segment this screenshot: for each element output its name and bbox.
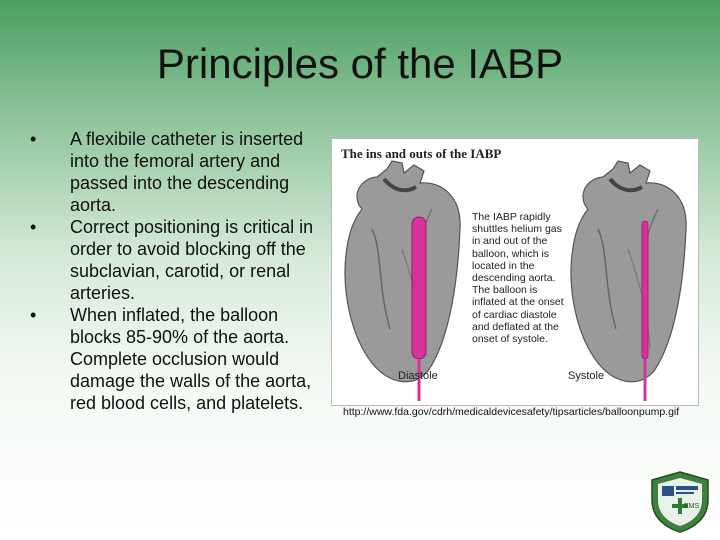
source-url: http://www.fda.gov/cdrh/medicaldevicesafety/tipsarticles/balloonpump.gif [343, 406, 680, 418]
figure-label-diastole: Diastole [398, 370, 438, 382]
logo-text: EMS [684, 503, 700, 510]
bullet-item [26, 216, 316, 304]
heart-left-icon [345, 161, 460, 382]
bullet-item [26, 304, 316, 414]
bullet-text: A flexibile catheter is inserted into the femoral artery and passed into the descending aorta. [70, 129, 304, 215]
bullet-dot: • [30, 305, 37, 325]
balloon-deflated [642, 221, 648, 359]
slide-title: Principles of the IABP [156, 40, 564, 87]
bullet-item [26, 128, 316, 216]
bullet-text: When inflated, the balloon blocks 85-90% of the aorta. Complete occlusion would damage the walls of the aorta, red blood cells, and platelets. [70, 305, 312, 413]
ems-logo-icon [648, 470, 712, 534]
figure-label-systole: Systole [568, 370, 605, 382]
figure-caption: The IABP rapidly shuttles helium gas in and out of the balloon, which is located in the descending aorta. The balloon is inflated at the onset of cardiac diastole and deflated at the onset of systole. [472, 211, 564, 346]
heart-right-icon [571, 161, 686, 382]
figure-title: The ins and outs of the IABP [341, 146, 502, 161]
bullet-text: Correct positioning is critical in order to avoid blocking off the subclavian, carotid, or renal arteries. [70, 217, 314, 303]
bullet-list [26, 128, 316, 414]
bullet-dot: • [30, 129, 37, 149]
balloon-inflated [412, 217, 426, 359]
iabp-figure [331, 138, 699, 406]
bullet-dot: • [30, 217, 37, 237]
